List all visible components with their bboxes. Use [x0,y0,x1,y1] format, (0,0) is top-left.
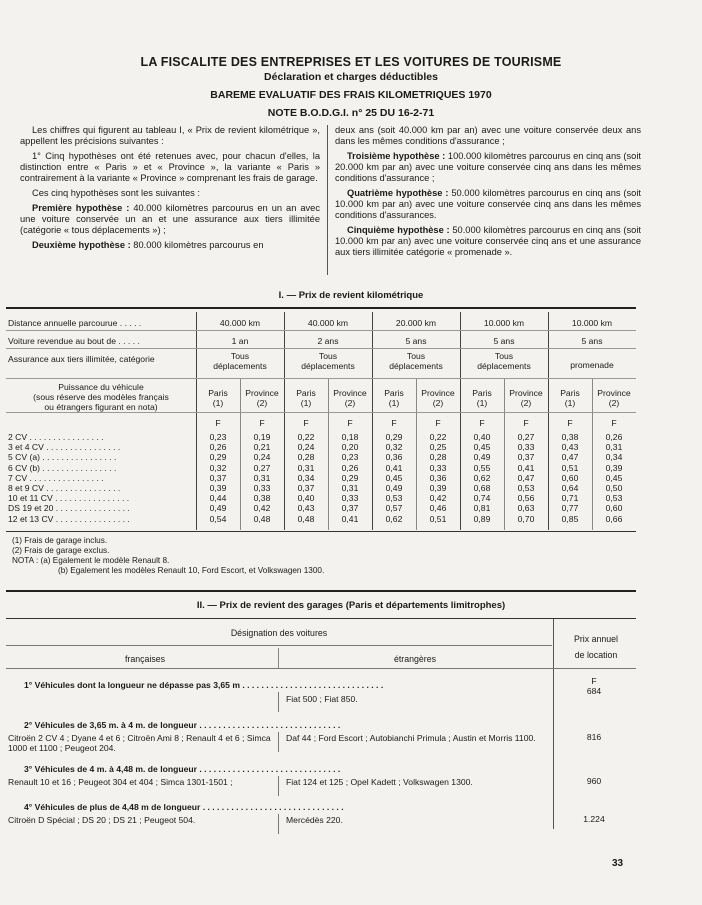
row-label: Assurance aux tiers illimitée, catégorie [8,354,155,364]
vehicle-category: 3° Véhicules de 4 m. à 4,48 m. de longueur . . . . . . . . . . . . . . . . . . . . . . . . . . . . . . [24,764,341,774]
value-cell: 0,34 [297,472,315,483]
category-label: 3 et 4 CV . . . . . . . . . . . . . . . . [8,442,121,453]
hypothesis-5 [335,225,641,258]
unit-cell: F [523,418,529,428]
value-cell: 0,66 [605,513,623,524]
prix-cell: 1.224 [583,814,605,824]
etrangeres-header: étrangères [393,654,437,664]
note-line: NOTA : (a) Egalement le modèle Renault 8. [12,556,170,565]
etrangeres-models: Mercédès 220. [286,815,343,825]
value-cell: 0,40 [473,432,491,442]
francaises-models: Renault 10 et 16 ; Peugeot 304 et 404 ; Simca 1301-1501 ; [8,777,233,787]
row-label: Distance annuelle parcourue . . . . . [8,318,142,328]
unit-cell: F [215,418,221,428]
francaises-models: Citroën 2 CV 4 ; Dyane 4 et 6 ; Citroën Ami 8 ; Renault 4 et 6 ; Simca 1000 et 1100 ; Peugeot 204. [8,733,271,753]
distance-cell: 20.000 km [395,318,437,328]
hypothesis-2 [20,240,320,251]
intro-paragraph: Ces cinq hypothèses sont les suivantes : [32,188,200,198]
value-cell: 0,39 [429,483,447,493]
category-label: 6 CV (b) . . . . . . . . . . . . . . . . [8,462,117,473]
value-cell: 0,36 [429,472,447,483]
value-cell: 0,49 [473,452,491,463]
value-cell: 0,33 [429,462,447,473]
category-label: 12 et 13 CV . . . . . . . . . . . . . . . . [8,513,130,524]
table2 [6,672,636,832]
value-cell: 0,34 [605,452,623,463]
value-cell: 0,55 [473,462,491,473]
bareme-heading: BAREME EVALUATIF DES FRAIS KILOMETRIQUES 1970 [210,89,492,101]
value-cell: 0,62 [385,513,403,524]
value-cell: 0,64 [561,483,579,493]
hypothesis-text: 50.000 kilomètres parcourus en cinq ans (soit 10.000 km par an) avec une voiture conservée cinq ans dans les mêmes conditions d'assurances. [335,188,642,220]
hypothesis-2-cont: deux ans (soit 40.000 km par an) avec une voiture conservée deux ans dans les mêmes conditions d'assurance ; [335,125,641,146]
duree-cell: 1 an [231,336,249,346]
etrangeres-models: Fiat 500 ; Fiat 850. [286,694,358,704]
paris-header: Paris (1) [208,388,228,408]
value-cell: 0,28 [429,452,447,463]
hypothesis-text: 40.000 kilomètres parcourus en un an avec une voiture conservée un an et une assurance aux tiers illimitée (catégorie « tous déplacements ») ; [20,203,320,235]
value-cell: 0,21 [253,442,271,453]
assurance-cell: Tous déplacements [389,351,443,371]
unit-cell: F [479,418,485,428]
francaises-models: Citroën D Spécial ; DS 20 ; DS 21 ; Peugeot 504. [8,815,196,825]
value-cell: 0,51 [561,462,579,473]
value-cell: 0,54 [209,513,227,524]
value-cell: 0,26 [605,432,623,442]
table1-title: I. — Prix de revient kilométrique [278,290,424,301]
value-cell: 0,42 [253,503,271,514]
value-cell: 0,27 [253,462,271,473]
value-cell: 0,46 [429,503,447,514]
table1-top-rule [6,307,636,309]
fr-et-divider [278,732,279,752]
fr-et-divider [278,776,279,796]
value-cell: 0,43 [561,442,579,453]
vehicle-category: 2° Véhicules de 3,65 m. à 4 m. de longueur . . . . . . . . . . . . . . . . . . . . . . . . . . . . . . [24,720,341,730]
fr-et-divider [278,814,279,834]
paris-header: Paris (1) [472,388,492,408]
value-cell: 0,41 [517,462,535,473]
value-cell: 0,37 [297,483,315,493]
value-cell: 0,53 [605,493,623,504]
value-cell: 0,43 [297,503,315,514]
value-cell: 0,45 [385,472,403,483]
etrangeres-models: Daf 44 ; Ford Escort ; Autobianchi Primula ; Austin et Morris 1100. [286,733,536,743]
row-rule [6,348,636,349]
fr-et-divider [278,648,279,668]
value-cell: 0,57 [385,503,403,514]
value-cell: 0,39 [209,483,227,493]
value-cell: 0,77 [561,503,579,514]
paris-header: Paris (1) [560,388,580,408]
value-cell: 0,31 [341,483,359,493]
table1-notes [12,536,512,576]
value-cell: 0,70 [517,513,535,524]
value-cell: 0,37 [517,452,535,463]
table2-title: II. — Prix de revient des garages (Paris et départements limitrophes) [196,600,506,611]
hypothesis-4 [335,188,641,221]
assurance-cell: Tous déplacements [477,351,531,371]
unit-cell: F [347,418,353,428]
value-cell: 0,45 [605,472,623,483]
paris-header: Paris (1) [296,388,316,408]
category-label: DS 19 et 20 . . . . . . . . . . . . . . . . [8,503,130,514]
hypothesis-label: Cinquième hypothèse : [347,225,450,235]
value-cell: 0,22 [429,432,447,442]
duree-cell: 5 ans [405,336,427,346]
prix-cell: 960 [586,776,602,786]
value-cell: 0,18 [341,432,359,442]
category-label: 2 CV . . . . . . . . . . . . . . . . [8,432,104,442]
assurance-cell: Tous déplacements [213,351,267,371]
value-cell: 0,71 [561,493,579,504]
note-line: (1) Frais de garage inclus. [12,536,108,545]
value-cell: 0,33 [341,493,359,504]
value-cell: 0,33 [517,442,535,453]
row-label: Voiture revendue au bout de . . . . . [8,336,140,346]
hypothesis-label: Quatrième hypothèse : [347,188,449,198]
value-cell: 0,74 [473,493,491,504]
value-cell: 0,29 [341,472,359,483]
value-cell: 0,32 [385,442,403,453]
value-cell: 0,85 [561,513,579,524]
distance-cell: 10.000 km [483,318,525,328]
note-line: (2) Frais de garage exclus. [12,546,110,555]
unit-cell: F [567,418,573,428]
duree-cell: 2 ans [317,336,339,346]
value-cell: 0,33 [253,483,271,493]
category-label: 8 et 9 CV . . . . . . . . . . . . . . . . [8,483,121,493]
value-cell: 0,32 [209,462,227,473]
assurance-cell: Tous déplacements [301,351,355,371]
etrangeres-models: Fiat 124 et 125 ; Opel Kadett ; Volkswagen 1300. [286,777,473,787]
value-cell: 0,47 [561,452,579,463]
value-cell: 0,26 [209,442,227,453]
paris-header: Paris (1) [384,388,404,408]
intro-right-column [335,125,641,262]
value-cell: 0,31 [253,472,271,483]
category-label: 10 et 11 CV . . . . . . . . . . . . . . . . [8,493,130,504]
row-rule [6,378,636,379]
prix-cell: 684 [586,686,602,696]
value-cell: 0,31 [297,462,315,473]
hypothesis-label: Première hypothèse : [32,203,130,213]
value-cell: 0,81 [473,503,491,514]
value-cell: 0,63 [517,503,535,514]
province-header: Province (2) [597,388,631,408]
hypothesis-label: Deuxième hypothèse : [32,240,131,250]
intro-paragraph: Les chiffres qui figurent au tableau I, « Prix de revient kilométrique », appellent les précisions suivantes : [20,125,320,146]
duree-cell: 5 ans [493,336,515,346]
value-cell: 0,22 [297,432,315,442]
category-label: 7 CV . . . . . . . . . . . . . . . . [8,472,104,483]
value-cell: 0,20 [341,442,359,453]
designation-rule [6,645,552,646]
table2-subheader-rule [6,668,636,669]
value-cell: 0,27 [517,432,535,442]
category-label: 5 CV (a) . . . . . . . . . . . . . . . . [8,452,117,463]
value-cell: 0,37 [209,472,227,483]
note-reference: NOTE B.O.D.G.I. n° 25 DU 16-2-71 [267,107,435,119]
hypothesis-text: 80.000 kilomètres parcourus en [130,240,264,250]
hypothesis-3 [335,151,641,184]
value-cell: 0,29 [209,452,227,463]
table1 [6,312,636,532]
value-cell: 0,45 [473,442,491,453]
province-header: Province (2) [509,388,543,408]
value-cell: 0,48 [297,513,315,524]
value-cell: 0,24 [297,442,315,453]
prix-cell: 816 [586,732,602,742]
value-cell: 0,28 [297,452,315,463]
value-cell: 0,38 [561,432,579,442]
value-cell: 0,60 [561,472,579,483]
note-line: (b) Egalement les modèles Renault 10, Ford Escort, et Volkswagen 1300. [58,566,325,575]
value-cell: 0,29 [385,432,403,442]
value-cell: 0,41 [385,462,403,473]
value-cell: 0,31 [605,442,623,453]
distance-cell: 40.000 km [219,318,261,328]
fr-et-divider [278,692,279,712]
row-rule [6,412,636,413]
hypothesis-1 [20,203,320,236]
value-cell: 0,56 [517,493,535,504]
value-cell: 0,23 [341,452,359,463]
page-title: LA FISCALITE DES ENTREPRISES ET LES VOITURES DE TOURISME [140,55,562,69]
distance-cell: 40.000 km [307,318,349,328]
assurance-cell: promenade [570,360,614,370]
value-cell: 0,19 [253,432,271,442]
value-cell: 0,62 [473,472,491,483]
value-cell: 0,39 [605,462,623,473]
value-cell: 0,47 [517,472,535,483]
table1-bottom-rule [6,531,636,532]
designation-header: Désignation des voitures [230,628,328,638]
value-cell: 0,25 [429,442,447,453]
hypothesis-text: 100.000 kilomètres parcourus en cinq ans (soit 20.000 km par an) avec une voiture conservée cinq ans dans les mêmes conditions d'assurance ; [335,151,641,183]
province-header: Province (2) [421,388,455,408]
value-cell: 0,49 [385,483,403,493]
puissance-label: Puissance du véhicule (sous réserve des modèles français ou étrangers figurant en nota) [33,382,169,412]
distance-cell: 10.000 km [571,318,613,328]
value-cell: 0,44 [209,493,227,504]
intro-paragraph: 1° Cinq hypothèses ont été retenues avec, pour chacun d'elles, la distinction entre « Paris » et « Province », la variante « Paris » contrairement à la variante « Province » comprenant les frais de garage. [20,151,320,183]
duree-cell: 5 ans [581,336,603,346]
column-divider [327,125,328,275]
value-cell: 0,50 [605,483,623,493]
value-cell: 0,51 [429,513,447,524]
table2-header-rule [6,618,636,619]
unit-cell: F [435,418,441,428]
value-cell: 0,49 [209,503,227,514]
value-cell: 0,23 [209,432,227,442]
page-number: 33 [612,858,624,869]
table2-top-rule [6,590,636,592]
value-cell: 0,26 [341,462,359,473]
value-cell: 0,68 [473,483,491,493]
value-cell: 0,53 [517,483,535,493]
value-cell: 0,36 [385,452,403,463]
province-header: Province (2) [333,388,367,408]
value-cell: 0,48 [253,513,271,524]
value-cell: 0,24 [253,452,271,463]
unit-cell: F [611,418,617,428]
unit-cell: F [391,418,397,428]
value-cell: 0,38 [253,493,271,504]
francaises-header: françaises [124,654,166,664]
value-cell: 0,60 [605,503,623,514]
hypothesis-text: 50.000 kilomètres parcourus en cinq ans (soit 10.000 km par an) avec une voiture conservée cinq ans et une assurance aux tiers illimitée catégorie « promenade ». [335,225,641,257]
prix-header: Prix annuel de location [573,634,618,660]
value-cell: 0,42 [429,493,447,504]
unit-cell: F [303,418,309,428]
value-cell: 0,89 [473,513,491,524]
hypothesis-label: Troisième hypothèse : [347,151,446,161]
value-cell: 0,41 [341,513,359,524]
value-cell: 0,53 [385,493,403,504]
province-header: Province (2) [245,388,279,408]
unit-cell: F [259,418,265,428]
value-cell: 0,37 [341,503,359,514]
row-rule [6,330,636,331]
page-subtitle: Déclaration et charges déductibles [264,71,438,83]
vehicle-category: 4° Véhicules de plus de 4,48 m de longueur . . . . . . . . . . . . . . . . . . . . . . . . . . . . . . [24,802,344,812]
value-cell: 0,40 [297,493,315,504]
unit-cell: F [591,676,597,686]
vehicle-category: 1° Véhicules dont la longueur ne dépasse pas 3,65 m . . . . . . . . . . . . . . . . . . . . . . . . . . . . . . [24,680,384,690]
intro-left-column [20,125,320,255]
